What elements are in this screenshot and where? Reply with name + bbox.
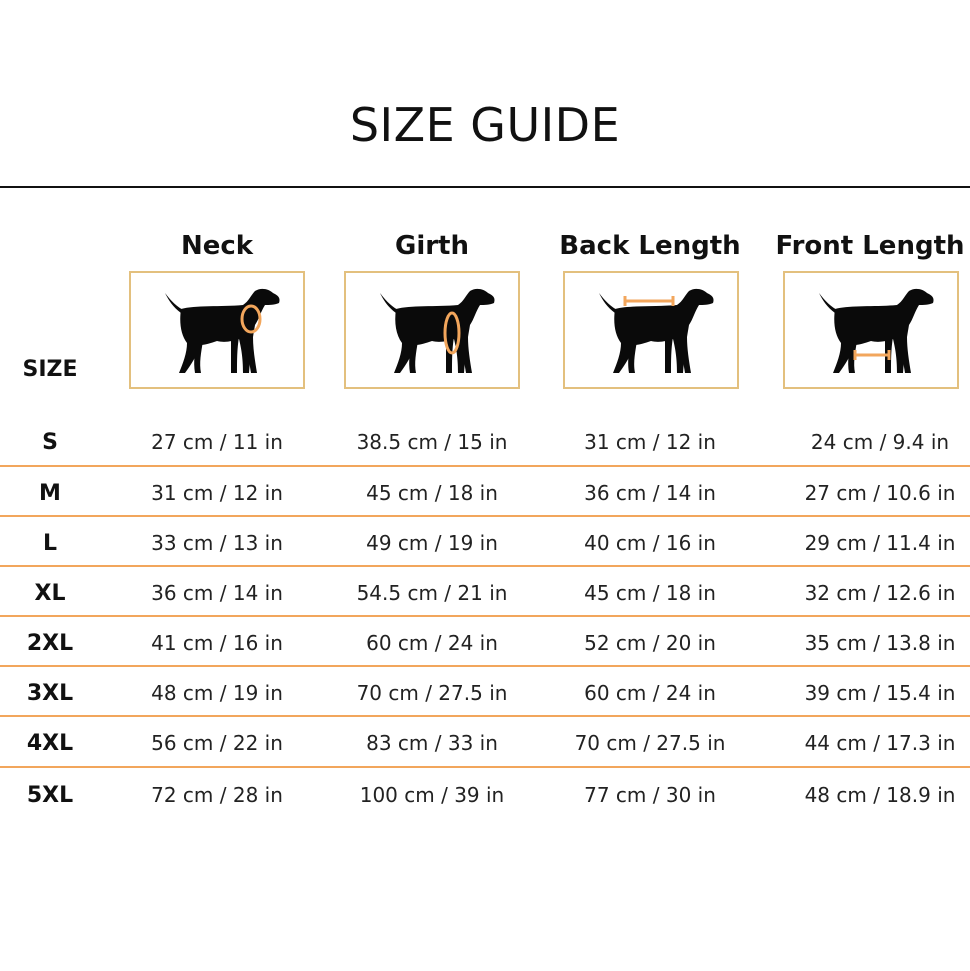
back-length-value: 45 cm / 18 in (584, 581, 716, 605)
table-row (0, 518, 970, 568)
row-divider (0, 565, 970, 567)
girth-value: 70 cm / 27.5 in (356, 681, 508, 705)
dog-front-length-measure-icon (805, 281, 941, 381)
back-length-value: 40 cm / 16 in (584, 531, 716, 555)
row-divider (0, 515, 970, 517)
back-length-value: 31 cm / 12 in (584, 430, 716, 454)
neck-value: 48 cm / 19 in (151, 681, 283, 705)
neck-value: 31 cm / 12 in (151, 481, 283, 505)
table-row (0, 417, 970, 467)
front-length-value: 44 cm / 17.3 in (804, 731, 956, 755)
front-length-value: 29 cm / 11.4 in (804, 531, 956, 555)
table-row (0, 568, 970, 618)
table-row (0, 618, 970, 668)
row-divider (0, 766, 970, 768)
neck-value: 56 cm / 22 in (151, 731, 283, 755)
girth-value: 100 cm / 39 in (359, 783, 505, 807)
front-length-value: 48 cm / 18.9 in (804, 783, 956, 807)
girth-value: 83 cm / 33 in (366, 731, 498, 755)
table-row (0, 468, 970, 518)
page-title: SIZE GUIDE (349, 98, 621, 152)
table-row (0, 718, 970, 768)
dog-neck-measure-icon (151, 281, 287, 381)
neck-value: 72 cm / 28 in (151, 783, 283, 807)
size-label: XL (34, 580, 66, 606)
size-label: 3XL (26, 680, 74, 706)
column-header-girth: Girth (394, 231, 469, 261)
column-header-front-length: Front Length (775, 231, 965, 261)
front-length-value: 27 cm / 10.6 in (804, 481, 956, 505)
row-divider (0, 615, 970, 617)
girth-illustration-box (344, 271, 520, 389)
front-length-value: 32 cm / 12.6 in (804, 581, 956, 605)
back-length-illustration-box (563, 271, 739, 389)
size-label: 2XL (26, 630, 74, 656)
front-length-illustration-box (783, 271, 959, 389)
size-label: S (42, 429, 58, 455)
size-label: M (39, 480, 61, 506)
back-length-value: 77 cm / 30 in (584, 783, 716, 807)
table-row (0, 770, 970, 820)
size-label: 4XL (26, 730, 74, 756)
girth-value: 38.5 cm / 15 in (356, 430, 508, 454)
table-row (0, 668, 970, 718)
back-length-value: 52 cm / 20 in (584, 631, 716, 655)
back-length-value: 60 cm / 24 in (584, 681, 716, 705)
neck-value: 33 cm / 13 in (151, 531, 283, 555)
neck-value: 41 cm / 16 in (151, 631, 283, 655)
dog-girth-measure-icon (366, 281, 502, 381)
size-column-header: SIZE (22, 357, 78, 382)
girth-value: 45 cm / 18 in (366, 481, 498, 505)
size-label: L (42, 530, 58, 556)
column-header-neck: Neck (180, 231, 254, 261)
front-length-value: 35 cm / 13.8 in (804, 631, 956, 655)
front-length-value: 39 cm / 15.4 in (804, 681, 956, 705)
girth-value: 49 cm / 19 in (366, 531, 498, 555)
column-header-back-length: Back Length (559, 231, 741, 261)
neck-value: 36 cm / 14 in (151, 581, 283, 605)
girth-value: 60 cm / 24 in (366, 631, 498, 655)
title-divider (0, 186, 970, 188)
row-divider (0, 715, 970, 717)
back-length-value: 70 cm / 27.5 in (574, 731, 726, 755)
front-length-value: 24 cm / 9.4 in (810, 430, 950, 454)
neck-value: 27 cm / 11 in (151, 430, 283, 454)
back-length-value: 36 cm / 14 in (584, 481, 716, 505)
row-divider (0, 665, 970, 667)
neck-illustration-box (129, 271, 305, 389)
row-divider (0, 465, 970, 467)
girth-value: 54.5 cm / 21 in (356, 581, 508, 605)
size-label: 5XL (26, 782, 74, 808)
dog-back-length-measure-icon (585, 281, 721, 381)
